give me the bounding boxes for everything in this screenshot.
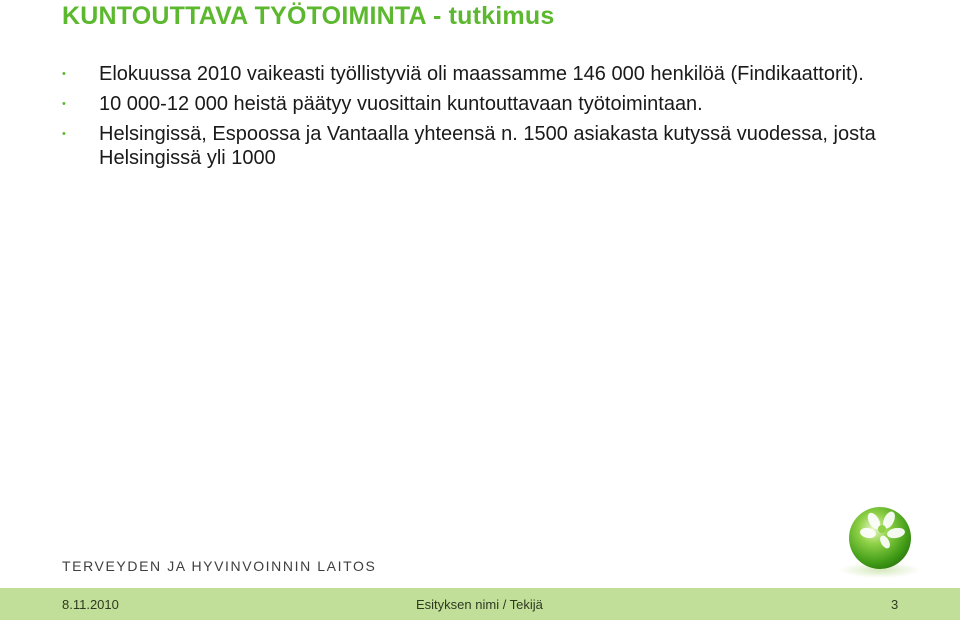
footer-presentation-title: Esityksen nimi / Tekijä [416, 597, 543, 612]
bullet-item [62, 122, 922, 170]
footer-page-number: 3 [891, 597, 899, 612]
bullet-text: Elokuussa 2010 vaikeasti työllistyviä oli maassamme 146 000 henkilöä (Findikaattorit). [99, 63, 864, 85]
footer-bar [0, 588, 960, 620]
bullet-item [62, 62, 922, 86]
bullet-dot-icon: • [62, 68, 66, 80]
slide-title: KUNTOUTTAVA TYÖTOIMINTA - tutkimus [62, 2, 555, 30]
bullet-item [62, 92, 922, 116]
bullet-dot-icon: • [62, 128, 66, 140]
green-sphere-flower-logo-icon [832, 500, 928, 580]
footer-date: 8.11.2010 [62, 597, 119, 612]
organization-name: TERVEYDEN JA HYVINVOINNIN LAITOS [62, 558, 377, 574]
bullet-text: 10 000-12 000 heistä päätyy vuosittain kuntouttavaan työtoimintaan. [99, 93, 703, 115]
bullet-text: Helsingissä, Espoossa ja Vantaalla yhteensä n. 1500 asiakasta kutyssä vuodessa, josta Helsingissä yli 1000 [99, 123, 876, 169]
bullet-dot-icon: • [62, 98, 66, 110]
bullet-list [62, 62, 922, 176]
